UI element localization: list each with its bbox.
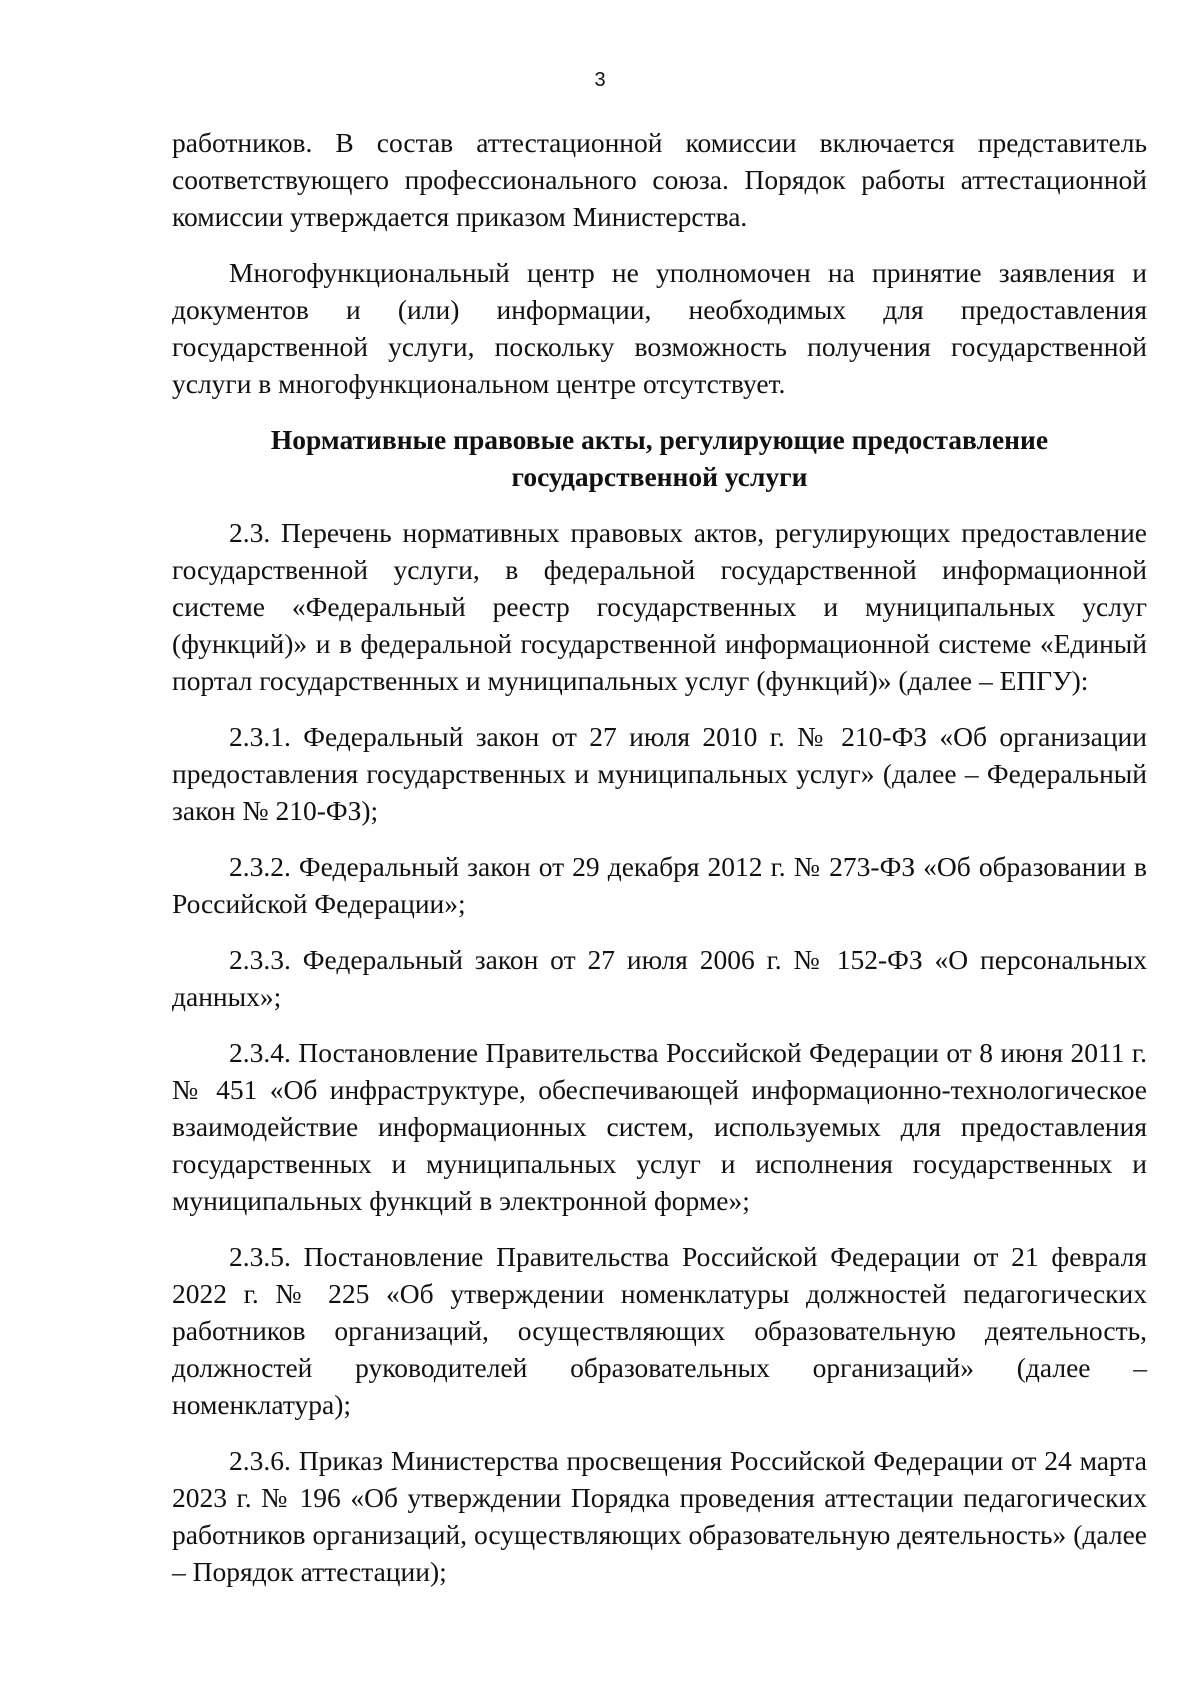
page-number: 3 (594, 69, 606, 91)
section-heading-line1: Нормативные правовые акты, регулирующие предоставление (270, 424, 1049, 455)
paragraph-2-3-3: 2.3.3. Федеральный закон от 27 июля 2006 г. № 152-ФЗ «О персональных данных»; (172, 944, 1147, 1012)
paragraph-2-3-2: 2.3.2. Федеральный закон от 29 декабря 2012 г. № 273-ФЗ «Об образовании в Российской Федерации»; (172, 851, 1147, 919)
paragraph-2-3: 2.3. Перечень нормативных правовых актов, регулирующих предоставление государственной услуги, в федеральной государственной информационной системе «Федеральный реестр государственных и муниципальных услуг (функций)» и в федеральной государственной информационной системе «Единый портал государственных и муниципальных услуг (функций)» (далее – ЕПГУ): (172, 517, 1147, 696)
paragraph-2-3-5: 2.3.5. Постановление Правительства Российской Федерации от 21 февраля 2022 г. № 225 «Об утверждении номенклатуры должностей педагогических работников организаций, осуществляющих образовательную деятельность, должностей руководителей образовательных организаций» (далее – номенклатура); (172, 1241, 1147, 1420)
section-heading (172, 421, 1147, 495)
paragraph-commission-composition: работников. В состав аттестационной комиссии включается представитель соответствующего профессионального союза. Порядок работы аттестационной комиссии утверждается приказом Министерства. (172, 127, 1147, 232)
paragraph-2-3-6: 2.3.6. Приказ Министерства просвещения Российской Федерации от 24 марта 2023 г. № 196 «Об утверждении Порядка проведения аттестации педагогических работников организаций, осуществляющих образовательную деятельность» (далее – Порядок аттестации); (172, 1445, 1147, 1587)
paragraph-2-3-1: 2.3.1. Федеральный закон от 27 июля 2010 г. № 210-ФЗ «Об организации предоставления государственных и муниципальных услуг» (далее – Федеральный закон № 210-ФЗ); (172, 721, 1147, 826)
paragraph-2-3-4: 2.3.4. Постановление Правительства Российской Федерации от 8 июня 2011 г. № 451 «Об инфраструктуре, обеспечивающей информационно-технологическое взаимодействие информационных систем, используемых для предоставления государственных и муниципальных услуг и исполнения государственных и муниципальных функций в электронной форме»; (172, 1037, 1147, 1216)
document-body (172, 124, 1147, 1609)
section-heading-line2: государственной услуги (511, 461, 808, 492)
paragraph-mfc: Многофункциональный центр не уполномочен на принятие заявления и документов и (или) информации, необходимых для предоставления государственной услуги, поскольку возможность получения государственной услуги в многофункциональном центре отсутствует. (172, 257, 1147, 399)
